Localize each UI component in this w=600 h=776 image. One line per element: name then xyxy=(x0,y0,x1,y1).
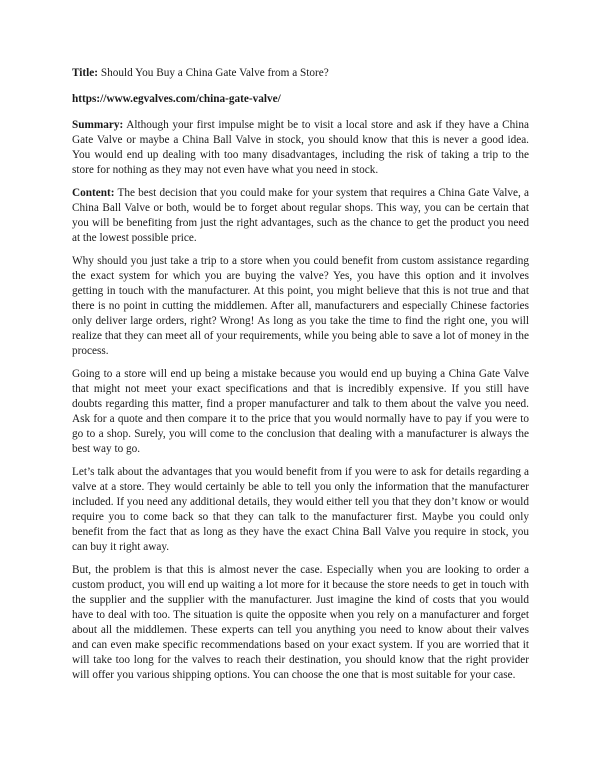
summary-label: Summary: xyxy=(72,119,124,131)
content-text: The best decision that you could make for your system that requires a China Gate Valve, a China Ball Valve or both, would be to forget about regular shops. This way, you can be certain that you will be benefiting from just the right advantages, such as the chance to get the product you need at the lowest possible price. xyxy=(72,187,529,244)
body-paragraph-3: Let’s talk about the advantages that you would benefit from if you were to ask for details regarding a valve at a store. They would certainly be able to tell you only the information that the manufacturer included. If you need any additional details, they would either tell you that they don’t know or would require you to come back so that they can talk to the manufacturer first. Maybe you could only benefit from the fact that as long as they have the exact China Ball Valve you require in stock, you can buy it right away. xyxy=(72,466,529,553)
body-paragraph-4: But, the problem is that this is almost never the case. Especially when you are looking to order a custom product, you will end up waiting a lot more for it because the store needs to get in touch with the supplier and the supplier with the manufacturer. Just imagine the kind of costs that you would have to deal with too. The situation is quite the opposite when you rely on a manufacturer and forget about all the middlemen. These experts can tell you anything you need to know about their valves and can even make specific recommendations based on your exact system. If you are worried that it will take too long for the valves to reach their destination, you should know that the right provider will offer you various shipping options. You can choose the one that is most suitable for your case. xyxy=(72,564,529,681)
document-page xyxy=(72,66,529,691)
body-paragraph-2: Going to a store will end up being a mistake because you would end up buying a China Gate Valve that might not meet your exact specifications and that is incredibly expensive. If you still have doubts regarding this matter, find a proper manufacturer and talk to them about the valve you need. Ask for a quote and then compare it to the price that you would normally have to pay if you were to go to a shop. Surely, you will come to the conclusion that dealing with a manufacturer is always the best way to go. xyxy=(72,368,529,455)
title-text: Should You Buy a China Gate Valve from a Store? xyxy=(100,67,329,79)
summary-paragraph xyxy=(72,118,529,178)
body-paragraph-1: Why should you just take a trip to a store when you could benefit from custom assistance regarding the exact system for which you are buying the valve? Yes, you have this option and it involves getting in touch with the manufacturer. At this point, you might believe that this is not true and that there is no point in cutting the middlemen. After all, manufacturers and especially Chinese factories only deliver large orders, right? Wrong! As long as you take the time to find the right one, you will realize that they can meet all of your requirements, while you being able to save a lot of money in the process. xyxy=(72,255,529,357)
content-paragraph xyxy=(72,186,529,246)
summary-text: Although your first impulse might be to visit a local store and ask if they have a China Gate Valve or maybe a China Ball Valve in stock, you should know that this is never a good idea. You would end up dealing with too many disadvantages, including the risk of taking a trip to the store for nothing as they may not even have what you need in stock. xyxy=(72,119,529,176)
title-label: Title: xyxy=(72,67,99,79)
title-line xyxy=(72,66,529,81)
source-url[interactable]: https://www.egvalves.com/china-gate-valve/ xyxy=(72,93,281,105)
content-label: Content: xyxy=(72,187,115,199)
